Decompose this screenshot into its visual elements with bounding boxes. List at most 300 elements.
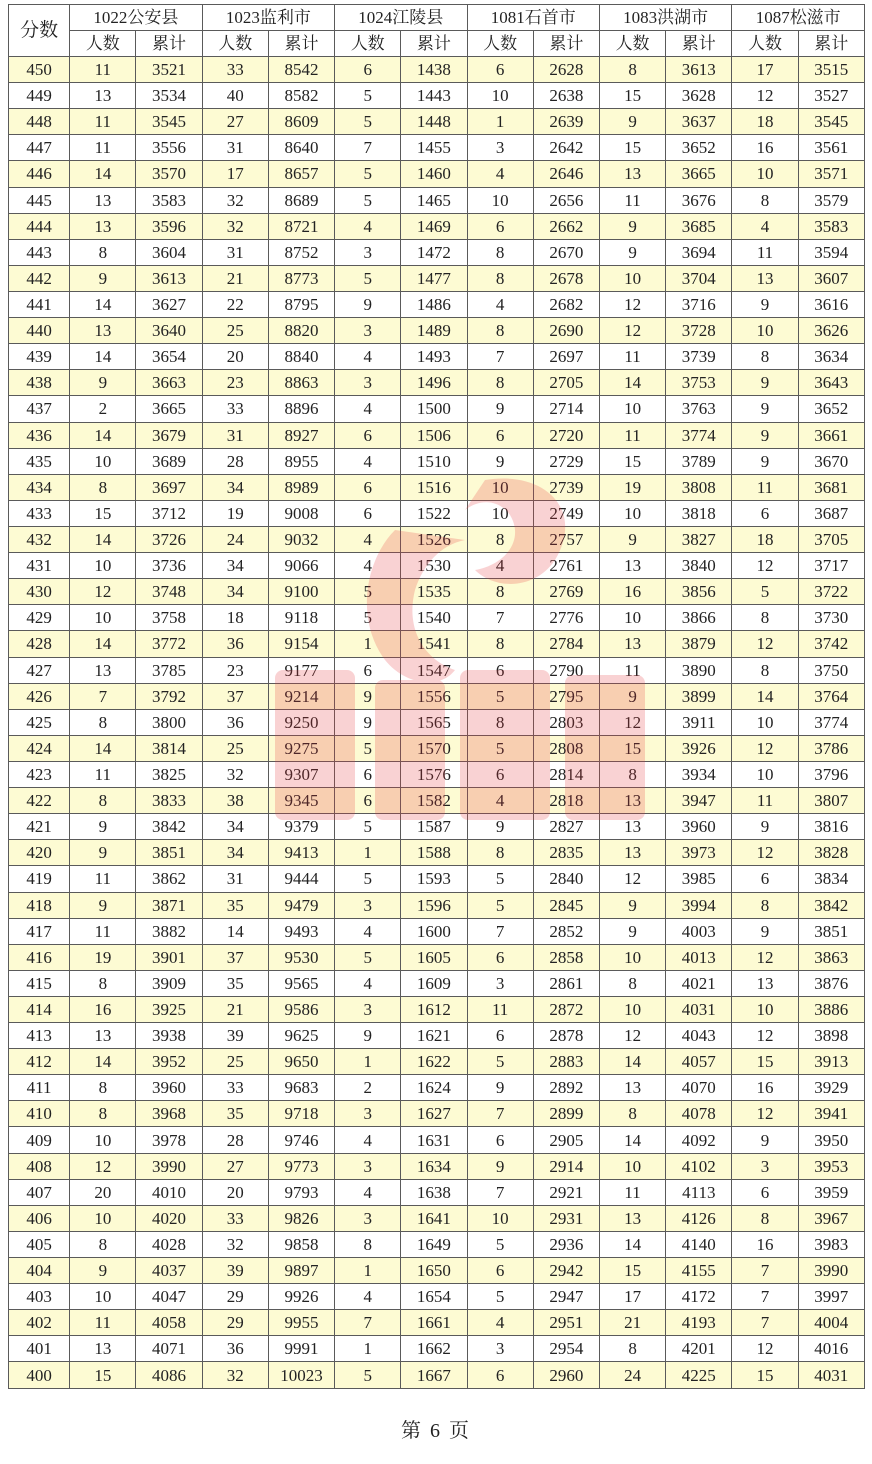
- count-cell: 10: [732, 709, 798, 735]
- count-cell: 33: [202, 57, 268, 83]
- cumulative-cell: 3990: [136, 1153, 202, 1179]
- count-cell: 20: [202, 344, 268, 370]
- count-cell: 4: [467, 291, 533, 317]
- count-cell: 3: [335, 1205, 401, 1231]
- cumulative-cell: 2739: [533, 474, 599, 500]
- region-header: 1087松滋市: [732, 5, 865, 31]
- count-cell: 1: [335, 840, 401, 866]
- cumulative-cell: 3704: [666, 265, 732, 291]
- count-cell: 8: [70, 239, 136, 265]
- cumulative-cell: 1650: [401, 1258, 467, 1284]
- count-cell: 5: [335, 944, 401, 970]
- count-cell: 4: [732, 213, 798, 239]
- count-cell: 9: [599, 526, 665, 552]
- cumulative-cell: 3952: [136, 1049, 202, 1075]
- count-cell: 9: [732, 291, 798, 317]
- cumulative-cell: 8820: [268, 318, 334, 344]
- cumulative-cell: 1638: [401, 1179, 467, 1205]
- count-cell: 32: [202, 213, 268, 239]
- cumulative-cell: 9858: [268, 1231, 334, 1257]
- count-cell: 6: [335, 422, 401, 448]
- cumulative-cell: 4172: [666, 1284, 732, 1310]
- score-cell: 422: [9, 788, 70, 814]
- table-row: [9, 265, 865, 291]
- cumulative-cell: 4004: [798, 1310, 864, 1336]
- score-cell: 410: [9, 1101, 70, 1127]
- cumulative-cell: 3856: [666, 579, 732, 605]
- cumulative-cell: 9897: [268, 1258, 334, 1284]
- region-header: 1081石首市: [467, 5, 599, 31]
- cumulative-cell: 1634: [401, 1153, 467, 1179]
- table-row: [9, 1231, 865, 1257]
- count-cell: 6: [732, 500, 798, 526]
- count-cell: 12: [732, 944, 798, 970]
- cumulative-cell: 2638: [533, 83, 599, 109]
- cumulative-cell: 3882: [136, 918, 202, 944]
- cumulative-cell: 3818: [666, 500, 732, 526]
- cumulative-cell: 1622: [401, 1049, 467, 1075]
- cumulative-cell: 9413: [268, 840, 334, 866]
- count-cell: 6: [335, 761, 401, 787]
- cumulative-cell: 4092: [666, 1127, 732, 1153]
- table-row: [9, 1075, 865, 1101]
- count-cell: 8: [467, 579, 533, 605]
- count-cell: 21: [202, 265, 268, 291]
- score-cell: 413: [9, 1023, 70, 1049]
- cumulative-cell: 2878: [533, 1023, 599, 1049]
- count-column-header: 人数: [335, 31, 401, 57]
- count-cell: 12: [599, 1023, 665, 1049]
- count-column-header: 人数: [599, 31, 665, 57]
- cumulative-cell: 1667: [401, 1362, 467, 1389]
- cumulative-cell: 3556: [136, 135, 202, 161]
- table-row: [9, 213, 865, 239]
- count-cell: 32: [202, 1231, 268, 1257]
- cumulative-cell: 3689: [136, 448, 202, 474]
- count-cell: 23: [202, 657, 268, 683]
- cumulative-cell: 4225: [666, 1362, 732, 1389]
- cumulative-cell: 1570: [401, 735, 467, 761]
- cumulative-cell: 2639: [533, 109, 599, 135]
- cumulative-cell: 3997: [798, 1284, 864, 1310]
- count-cell: 12: [732, 631, 798, 657]
- count-cell: 1: [335, 1258, 401, 1284]
- cumulative-cell: 9793: [268, 1179, 334, 1205]
- cumulative-cell: 1587: [401, 814, 467, 840]
- cumulative-column-header: 累计: [666, 31, 732, 57]
- count-cell: 37: [202, 944, 268, 970]
- cumulative-cell: 2905: [533, 1127, 599, 1153]
- score-cell: 416: [9, 944, 70, 970]
- count-cell: 14: [599, 1049, 665, 1075]
- cumulative-cell: 3748: [136, 579, 202, 605]
- count-cell: 5: [335, 866, 401, 892]
- cumulative-cell: 3654: [136, 344, 202, 370]
- count-cell: 32: [202, 761, 268, 787]
- cumulative-cell: 2776: [533, 605, 599, 631]
- cumulative-cell: 2954: [533, 1336, 599, 1362]
- cumulative-cell: 1547: [401, 657, 467, 683]
- score-cell: 433: [9, 500, 70, 526]
- score-cell: 440: [9, 318, 70, 344]
- cumulative-cell: 9032: [268, 526, 334, 552]
- cumulative-cell: 3926: [666, 735, 732, 761]
- cumulative-cell: 3717: [798, 553, 864, 579]
- count-cell: 35: [202, 892, 268, 918]
- cumulative-cell: 8795: [268, 291, 334, 317]
- count-cell: 14: [70, 526, 136, 552]
- cumulative-cell: 3596: [136, 213, 202, 239]
- count-cell: 34: [202, 579, 268, 605]
- cumulative-cell: 8989: [268, 474, 334, 500]
- cumulative-cell: 3616: [798, 291, 864, 317]
- cumulative-column-header: 累计: [798, 31, 864, 57]
- count-cell: 14: [70, 161, 136, 187]
- count-cell: 9: [732, 370, 798, 396]
- cumulative-cell: 3898: [798, 1023, 864, 1049]
- table-row: [9, 1153, 865, 1179]
- cumulative-cell: 8721: [268, 213, 334, 239]
- count-cell: 24: [202, 526, 268, 552]
- header-row-regions: [9, 5, 865, 31]
- count-cell: 15: [599, 135, 665, 161]
- table-row: [9, 83, 865, 109]
- table-row: [9, 1284, 865, 1310]
- cumulative-cell: 1448: [401, 109, 467, 135]
- cumulative-cell: 9214: [268, 683, 334, 709]
- score-cell: 420: [9, 840, 70, 866]
- count-cell: 31: [202, 135, 268, 161]
- cumulative-cell: 9493: [268, 918, 334, 944]
- count-cell: 35: [202, 970, 268, 996]
- cumulative-cell: 3726: [136, 526, 202, 552]
- cumulative-cell: 3899: [666, 683, 732, 709]
- cumulative-cell: 9683: [268, 1075, 334, 1101]
- count-cell: 16: [599, 579, 665, 605]
- count-cell: 21: [599, 1310, 665, 1336]
- table-row: [9, 57, 865, 83]
- cumulative-cell: 3960: [136, 1075, 202, 1101]
- count-cell: 8: [70, 709, 136, 735]
- count-cell: 13: [70, 1336, 136, 1362]
- cumulative-cell: 1540: [401, 605, 467, 631]
- cumulative-cell: 3973: [666, 840, 732, 866]
- cumulative-cell: 3786: [798, 735, 864, 761]
- count-cell: 34: [202, 840, 268, 866]
- count-column-header: 人数: [70, 31, 136, 57]
- cumulative-cell: 9773: [268, 1153, 334, 1179]
- count-column-header: 人数: [732, 31, 798, 57]
- count-cell: 10: [732, 761, 798, 787]
- cumulative-cell: 3796: [798, 761, 864, 787]
- cumulative-cell: 3840: [666, 553, 732, 579]
- score-cell: 423: [9, 761, 70, 787]
- score-cell: 407: [9, 1179, 70, 1205]
- cumulative-cell: 3876: [798, 970, 864, 996]
- table-row: [9, 161, 865, 187]
- cumulative-cell: 2670: [533, 239, 599, 265]
- cumulative-cell: 3716: [666, 291, 732, 317]
- cumulative-cell: 9826: [268, 1205, 334, 1231]
- table-row: [9, 579, 865, 605]
- count-cell: 3: [335, 370, 401, 396]
- count-cell: 6: [467, 213, 533, 239]
- count-cell: 13: [599, 1205, 665, 1231]
- cumulative-cell: 2872: [533, 996, 599, 1022]
- cumulative-column-header: 累计: [401, 31, 467, 57]
- cumulative-cell: 3613: [136, 265, 202, 291]
- table-row: [9, 709, 865, 735]
- cumulative-cell: 3953: [798, 1153, 864, 1179]
- count-cell: 3: [467, 1336, 533, 1362]
- count-cell: 32: [202, 1362, 268, 1389]
- count-cell: 10: [467, 500, 533, 526]
- count-cell: 6: [467, 761, 533, 787]
- cumulative-cell: 3722: [798, 579, 864, 605]
- count-cell: 4: [335, 448, 401, 474]
- count-cell: 12: [732, 83, 798, 109]
- count-cell: 18: [732, 109, 798, 135]
- score-cell: 417: [9, 918, 70, 944]
- cumulative-cell: 2795: [533, 683, 599, 709]
- cumulative-cell: 3978: [136, 1127, 202, 1153]
- count-cell: 5: [335, 814, 401, 840]
- cumulative-cell: 2790: [533, 657, 599, 683]
- cumulative-cell: 3950: [798, 1127, 864, 1153]
- cumulative-cell: 1612: [401, 996, 467, 1022]
- cumulative-cell: 2697: [533, 344, 599, 370]
- cumulative-cell: 1662: [401, 1336, 467, 1362]
- cumulative-cell: 9530: [268, 944, 334, 970]
- count-cell: 10: [467, 83, 533, 109]
- count-cell: 8: [467, 631, 533, 657]
- count-cell: 8: [70, 1101, 136, 1127]
- cumulative-cell: 1438: [401, 57, 467, 83]
- cumulative-cell: 3871: [136, 892, 202, 918]
- count-cell: 9: [70, 1258, 136, 1284]
- count-cell: 13: [599, 814, 665, 840]
- count-cell: 33: [202, 396, 268, 422]
- score-cell: 414: [9, 996, 70, 1022]
- score-cell: 443: [9, 239, 70, 265]
- cumulative-cell: 3640: [136, 318, 202, 344]
- count-cell: 5: [467, 866, 533, 892]
- count-cell: 14: [599, 1231, 665, 1257]
- score-cell: 426: [9, 683, 70, 709]
- count-cell: 11: [70, 918, 136, 944]
- table-row: [9, 1310, 865, 1336]
- score-cell: 400: [9, 1362, 70, 1389]
- count-cell: 15: [599, 1258, 665, 1284]
- count-cell: 18: [732, 526, 798, 552]
- count-cell: 5: [335, 265, 401, 291]
- count-cell: 28: [202, 1127, 268, 1153]
- score-cell: 445: [9, 187, 70, 213]
- cumulative-cell: 9066: [268, 553, 334, 579]
- table-row: [9, 1205, 865, 1231]
- cumulative-cell: 1465: [401, 187, 467, 213]
- count-cell: 4: [335, 1284, 401, 1310]
- cumulative-cell: 1661: [401, 1310, 467, 1336]
- count-cell: 8: [732, 187, 798, 213]
- count-cell: 31: [202, 866, 268, 892]
- count-cell: 7: [732, 1284, 798, 1310]
- cumulative-cell: 2947: [533, 1284, 599, 1310]
- cumulative-cell: 10023: [268, 1362, 334, 1389]
- cumulative-cell: 2861: [533, 970, 599, 996]
- count-cell: 8: [599, 761, 665, 787]
- count-cell: 11: [467, 996, 533, 1022]
- cumulative-cell: 4047: [136, 1284, 202, 1310]
- count-cell: 9: [70, 840, 136, 866]
- cumulative-cell: 3676: [666, 187, 732, 213]
- count-cell: 1: [335, 1049, 401, 1075]
- table-row: [9, 892, 865, 918]
- count-cell: 4: [467, 553, 533, 579]
- cumulative-cell: 2858: [533, 944, 599, 970]
- count-cell: 10: [70, 1205, 136, 1231]
- count-cell: 8: [70, 788, 136, 814]
- cumulative-cell: 3681: [798, 474, 864, 500]
- table-row: [9, 814, 865, 840]
- count-cell: 3: [467, 135, 533, 161]
- cumulative-cell: 8640: [268, 135, 334, 161]
- cumulative-cell: 3652: [666, 135, 732, 161]
- cumulative-cell: 3570: [136, 161, 202, 187]
- count-cell: 14: [70, 344, 136, 370]
- count-cell: 8: [467, 370, 533, 396]
- count-cell: 16: [732, 1231, 798, 1257]
- count-cell: 19: [202, 500, 268, 526]
- count-cell: 14: [70, 735, 136, 761]
- cumulative-cell: 1576: [401, 761, 467, 787]
- cumulative-cell: 3774: [666, 422, 732, 448]
- count-cell: 13: [70, 187, 136, 213]
- cumulative-cell: 2914: [533, 1153, 599, 1179]
- count-cell: 8: [599, 1101, 665, 1127]
- count-cell: 23: [202, 370, 268, 396]
- table-row: [9, 970, 865, 996]
- cumulative-cell: 4003: [666, 918, 732, 944]
- cumulative-cell: 3763: [666, 396, 732, 422]
- region-header: 1022公安县: [70, 5, 202, 31]
- cumulative-cell: 1593: [401, 866, 467, 892]
- cumulative-cell: 1535: [401, 579, 467, 605]
- count-cell: 40: [202, 83, 268, 109]
- cumulative-cell: 9479: [268, 892, 334, 918]
- table-row: [9, 187, 865, 213]
- cumulative-cell: 2892: [533, 1075, 599, 1101]
- cumulative-cell: 3545: [798, 109, 864, 135]
- cumulative-cell: 3571: [798, 161, 864, 187]
- count-cell: 13: [70, 657, 136, 683]
- cumulative-cell: 3913: [798, 1049, 864, 1075]
- score-cell: 438: [9, 370, 70, 396]
- count-cell: 10: [599, 396, 665, 422]
- cumulative-cell: 1496: [401, 370, 467, 396]
- count-cell: 27: [202, 109, 268, 135]
- count-cell: 6: [467, 1362, 533, 1389]
- cumulative-cell: 1588: [401, 840, 467, 866]
- cumulative-cell: 2761: [533, 553, 599, 579]
- cumulative-cell: 1493: [401, 344, 467, 370]
- count-cell: 8: [732, 892, 798, 918]
- cumulative-cell: 3828: [798, 840, 864, 866]
- count-cell: 14: [70, 291, 136, 317]
- count-cell: 12: [732, 840, 798, 866]
- count-cell: 34: [202, 553, 268, 579]
- cumulative-cell: 2628: [533, 57, 599, 83]
- cumulative-cell: 4043: [666, 1023, 732, 1049]
- cumulative-cell: 9586: [268, 996, 334, 1022]
- count-cell: 14: [599, 1127, 665, 1153]
- cumulative-cell: 3730: [798, 605, 864, 631]
- cumulative-cell: 3816: [798, 814, 864, 840]
- count-cell: 3: [335, 318, 401, 344]
- count-cell: 12: [732, 1336, 798, 1362]
- cumulative-cell: 3628: [666, 83, 732, 109]
- cumulative-cell: 1641: [401, 1205, 467, 1231]
- score-cell: 425: [9, 709, 70, 735]
- cumulative-cell: 1605: [401, 944, 467, 970]
- cumulative-cell: 3750: [798, 657, 864, 683]
- count-cell: 10: [732, 318, 798, 344]
- count-cell: 14: [732, 683, 798, 709]
- score-cell: 427: [9, 657, 70, 683]
- table-row: [9, 526, 865, 552]
- table-row: [9, 422, 865, 448]
- cumulative-cell: 3637: [666, 109, 732, 135]
- count-cell: 21: [202, 996, 268, 1022]
- cumulative-cell: 3663: [136, 370, 202, 396]
- count-cell: 12: [599, 291, 665, 317]
- cumulative-cell: 3697: [136, 474, 202, 500]
- count-cell: 6: [335, 57, 401, 83]
- cumulative-cell: 8609: [268, 109, 334, 135]
- cumulative-cell: 2808: [533, 735, 599, 761]
- cumulative-cell: 4013: [666, 944, 732, 970]
- count-cell: 9: [70, 370, 136, 396]
- count-cell: 4: [335, 213, 401, 239]
- count-cell: 33: [202, 1205, 268, 1231]
- count-cell: 27: [202, 1153, 268, 1179]
- count-cell: 8: [732, 344, 798, 370]
- table-row: [9, 1179, 865, 1205]
- cumulative-cell: 3772: [136, 631, 202, 657]
- cumulative-cell: 8955: [268, 448, 334, 474]
- header-row-subheaders: [9, 31, 865, 57]
- score-cell: 419: [9, 866, 70, 892]
- count-cell: 5: [732, 579, 798, 605]
- cumulative-cell: 3534: [136, 83, 202, 109]
- table-row: [9, 996, 865, 1022]
- count-cell: 11: [732, 239, 798, 265]
- cumulative-cell: 1609: [401, 970, 467, 996]
- cumulative-cell: 8542: [268, 57, 334, 83]
- score-cell: 402: [9, 1310, 70, 1336]
- cumulative-cell: 4031: [798, 1362, 864, 1389]
- count-cell: 7: [467, 1179, 533, 1205]
- cumulative-cell: 3604: [136, 239, 202, 265]
- table-row: [9, 291, 865, 317]
- count-cell: 9: [732, 448, 798, 474]
- count-cell: 13: [732, 970, 798, 996]
- cumulative-cell: 8689: [268, 187, 334, 213]
- count-cell: 9: [599, 213, 665, 239]
- count-cell: 10: [467, 1205, 533, 1231]
- cumulative-cell: 1455: [401, 135, 467, 161]
- table-row: [9, 761, 865, 787]
